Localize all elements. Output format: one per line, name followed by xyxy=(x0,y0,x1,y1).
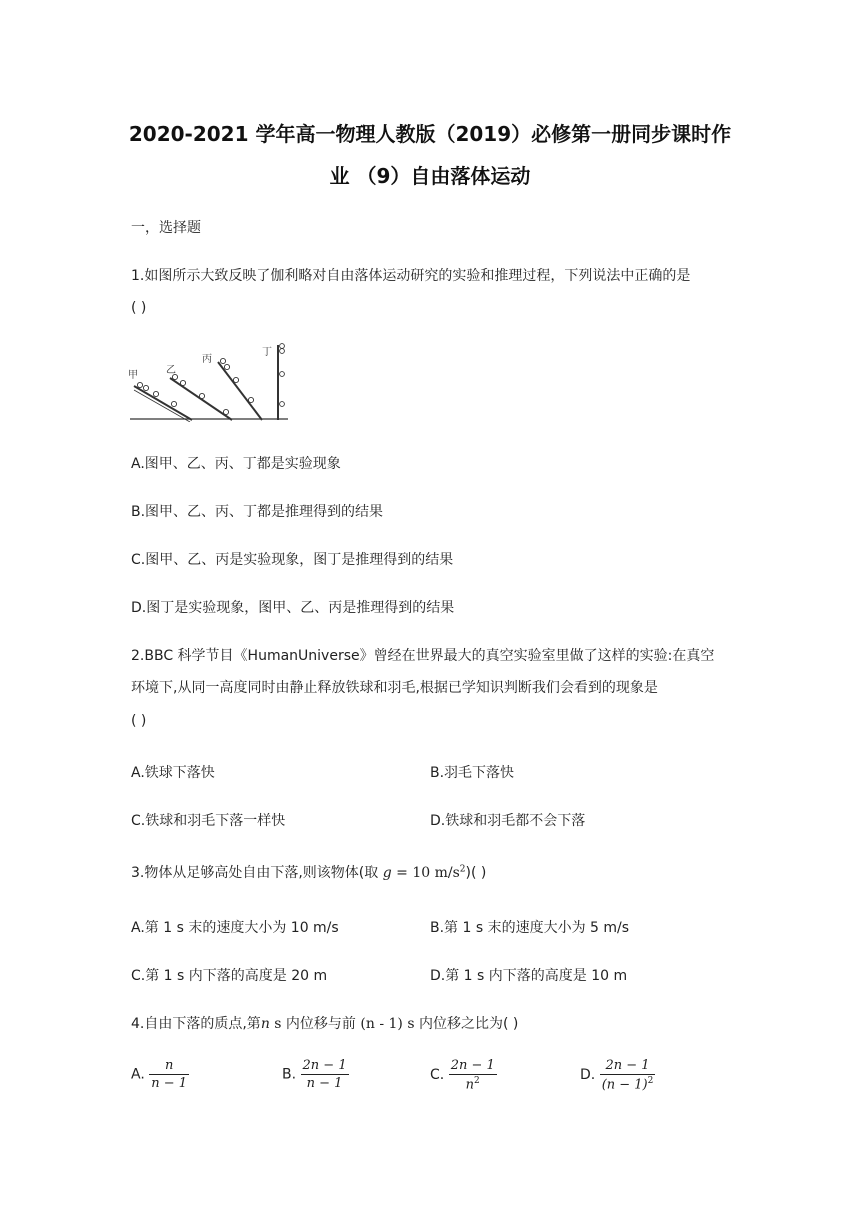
q3-stem-suffix: )( ) xyxy=(465,865,487,881)
incline-jia xyxy=(134,382,192,422)
vertical-ding xyxy=(278,344,284,420)
q4-option-c-num: 2n − 1 xyxy=(450,1058,495,1073)
q4-stem xyxy=(131,1013,518,1033)
q4-option-b xyxy=(282,1058,349,1091)
q3-eq: = 10 m/s xyxy=(391,865,460,881)
q4-option-d-fraction xyxy=(600,1058,656,1092)
q4-unit-s: s xyxy=(269,1016,282,1032)
q2-stem-line-1: 2.BBC 科学节目《HumanUniverse》曾经在世界最大的真空实验室里做了这样的实验:在真空 xyxy=(131,648,715,664)
q4-option-a-fraction xyxy=(149,1058,189,1091)
q4-option-c-label: C. xyxy=(430,1067,445,1084)
q4-stem-prefix: 4.自由下落的质点,第 xyxy=(131,1016,261,1032)
label-ding: 丁 xyxy=(262,347,272,358)
q4-option-d-num: 2n − 1 xyxy=(600,1058,656,1075)
q2-option-a: A.铁球下落快 xyxy=(131,765,215,781)
q4-middle: 内位移与前 xyxy=(281,1016,361,1032)
q1-option-b: B.图甲、乙、丙、丁都是推理得到的结果 xyxy=(131,504,384,520)
q4-option-d-den-sup: 2 xyxy=(647,1076,654,1086)
q1-option-d: D.图丁是实验现象，图甲、乙、丙是推理得到的结果 xyxy=(131,600,455,616)
q4-paren: (n - 1) s xyxy=(360,1016,415,1032)
q4-option-b-num: 2n − 1 xyxy=(302,1058,347,1073)
q2-option-d: D.铁球和羽毛都不会下落 xyxy=(430,813,586,829)
q4-option-c-den-wrap xyxy=(449,1075,497,1092)
q2-stem-line-3: ( ) xyxy=(131,713,147,729)
q3-sup: 2 xyxy=(459,864,466,875)
q4-option-a xyxy=(131,1058,189,1091)
section-heading: 一，选择题 xyxy=(131,220,201,236)
q2-option-c: C.铁球和羽毛下落一样快 xyxy=(131,813,286,829)
q3-option-b: B.第 1 s 末的速度大小为 5 m/s xyxy=(430,920,630,936)
galileo-incline-figure xyxy=(128,340,298,422)
q1-stem-line-1: 1.如图所示大致反映了伽利略对自由落体运动研究的实验和推理过程，下列说法中正确的是 xyxy=(131,268,691,284)
q4-option-b-den: n − 1 xyxy=(306,1076,343,1091)
q4-option-c-fraction xyxy=(449,1058,497,1092)
q3-option-a: A.第 1 s 末的速度大小为 10 m/s xyxy=(131,920,339,936)
q4-option-d-den: (n − 1) xyxy=(601,1077,648,1093)
q3-var-g: g xyxy=(382,865,392,881)
q4-stem-suffix: 内位移之比为( ) xyxy=(414,1016,519,1032)
q1-option-c: C.图甲、乙、丙是实验现象，图丁是推理得到的结果 xyxy=(131,552,454,568)
q4-option-c-den: n xyxy=(465,1077,475,1093)
q2-stem-line-2: 环境下,从同一高度同时由静止释放铁球和羽毛,根据已学知识判断我们会看到的现象是 xyxy=(131,680,658,696)
label-bing: 丙 xyxy=(202,354,212,365)
q4-option-d xyxy=(580,1058,655,1092)
document-title-line-1: 2020-2021 学年高一物理人教版（2019）必修第一册同步课时作 xyxy=(128,122,732,146)
label-yi: 乙 xyxy=(166,365,176,376)
q4-option-a-num: n xyxy=(149,1058,189,1075)
q4-option-c-den-sup: 2 xyxy=(474,1076,480,1086)
q4-option-c xyxy=(430,1058,497,1092)
q3-stem-prefix: 3.物体从足够高处自由下落,则该物体(取 xyxy=(131,865,383,881)
q2-option-b: B.羽毛下落快 xyxy=(430,765,515,781)
document-title-line-2: 业 （9）自由落体运动 xyxy=(329,164,531,188)
q4-option-a-label: A. xyxy=(131,1066,145,1083)
q4-option-b-fraction xyxy=(301,1058,349,1091)
q4-option-d-den-wrap xyxy=(600,1075,656,1092)
q3-option-d: D.第 1 s 内下落的高度是 10 m xyxy=(430,968,628,984)
q4-var-n: n xyxy=(260,1016,270,1032)
label-jia: 甲 xyxy=(128,370,138,381)
q3-stem xyxy=(131,862,486,882)
q4-option-b-label: B. xyxy=(282,1066,297,1083)
q4-option-a-den: n − 1 xyxy=(151,1076,188,1091)
q1-option-a: A.图甲、乙、丙、丁都是实验现象 xyxy=(131,456,341,472)
q4-option-d-label: D. xyxy=(580,1067,596,1084)
q3-option-c: C.第 1 s 内下落的高度是 20 m xyxy=(131,968,328,984)
q1-stem-line-2: ( ) xyxy=(131,300,147,316)
